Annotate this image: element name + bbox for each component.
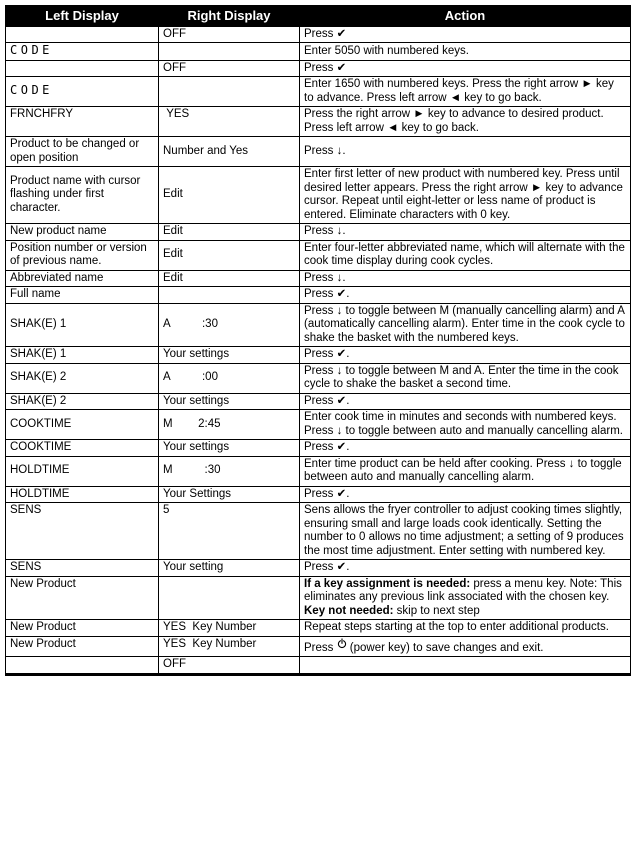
- action-text: Press ✔.: [304, 394, 350, 407]
- table-row: [6, 486, 631, 503]
- action-text: Press ↓.: [304, 225, 346, 237]
- left-display-cell: [6, 410, 159, 440]
- left-display-cell: [6, 657, 159, 675]
- action-text: (power key) to save changes and exit.: [346, 641, 544, 654]
- action-text: Press ↓.: [304, 144, 346, 157]
- header-left-display: Left Display: [6, 6, 159, 27]
- left-display-text: SENS: [10, 504, 42, 516]
- action-text: press a menu key. Note: This eliminates any previous link associated with the chosen key.: [304, 577, 622, 603]
- action-text: Press ↓ to toggle between M and A. Enter the time in the cook cycle to shake the basket a second time.: [304, 364, 619, 390]
- right-display-cell: [159, 43, 300, 61]
- right-display-cell: [159, 107, 300, 137]
- action-cell: [300, 303, 631, 347]
- left-display-cell: [6, 287, 159, 304]
- left-display-text: New Product: [10, 621, 76, 633]
- action-text: Sens allows the fryer controller to adjust cooking times slightly, ensuring small and large loads cook identically. Setting the number to 0 allows no time adjustment; a setting of 9 produces the most time adjustment. Enter setting with numbered key.: [304, 504, 624, 557]
- right-display-cell: [159, 240, 300, 270]
- table-row: [6, 347, 631, 364]
- table-row: [6, 26, 631, 43]
- action-text: Enter cook time in minutes and seconds with numbered keys. Press ↓ to toggle between auto and manually cancelling alarm.: [304, 411, 623, 437]
- action-cell: [300, 620, 631, 637]
- action-cell: [300, 347, 631, 364]
- right-display-text: OFF: [163, 27, 186, 40]
- left-display-cell: [6, 560, 159, 577]
- table-row: [6, 137, 631, 167]
- table-row: [6, 363, 631, 393]
- table-row: [6, 287, 631, 304]
- action-text: Enter four-letter abbreviated name, which will alternate with the cook time display during cook cycles.: [304, 241, 625, 267]
- action-cell: [300, 576, 631, 620]
- left-display-text: SHAK(E) 1: [10, 348, 67, 360]
- action-text: Press ✔.: [304, 561, 350, 573]
- action-text: Press ✔: [304, 61, 347, 74]
- action-cell: [300, 60, 631, 77]
- right-display-cell: [159, 167, 300, 224]
- action-text-bold: If a key assignment is needed:: [304, 577, 471, 590]
- left-display-cell: [6, 486, 159, 503]
- table-row: [6, 620, 631, 637]
- header-action: Action: [300, 6, 631, 27]
- right-display-text: A :30: [163, 318, 218, 330]
- action-cell: [300, 240, 631, 270]
- table-body: [6, 26, 631, 674]
- table-row: [6, 43, 631, 61]
- left-display-cell: [6, 167, 159, 224]
- action-cell: [300, 410, 631, 440]
- action-text: Press ↓.: [304, 271, 346, 284]
- table-row: [6, 503, 631, 560]
- right-display-text: Your settings: [163, 441, 230, 453]
- action-text: Press ✔.: [304, 487, 350, 500]
- action-cell: [300, 167, 631, 224]
- right-display-text: Edit: [163, 188, 183, 201]
- table-row: [6, 240, 631, 270]
- table-row: [6, 167, 631, 224]
- right-display-text: Edit: [163, 225, 183, 237]
- left-display-cell: [6, 43, 159, 61]
- table-row: [6, 410, 631, 440]
- right-display-cell: [159, 303, 300, 347]
- right-display-cell: [159, 620, 300, 637]
- table-row: [6, 107, 631, 137]
- action-text: Enter first letter of new product with numbered key. Press until desired letter appears. Press the right arrow ► key to advance cursor. Repeat until eight-letter or less name of product is entered. Eliminate characters with 0 key.: [304, 168, 623, 221]
- left-display-text: FRNCHFRY: [10, 108, 74, 120]
- action-cell: [300, 456, 631, 486]
- action-cell: [300, 26, 631, 43]
- right-display-text: YES Key Number: [163, 621, 257, 633]
- left-display-cell: [6, 60, 159, 77]
- right-display-text: Your Settings: [163, 487, 231, 500]
- action-text: skip to next step: [393, 604, 480, 617]
- right-display-text: M 2:45: [163, 417, 221, 430]
- left-display-text: SHAK(E) 2: [10, 394, 67, 407]
- right-display-cell: [159, 657, 300, 675]
- action-cell: [300, 560, 631, 577]
- left-display-cell: [6, 347, 159, 364]
- left-display-cell: [6, 393, 159, 410]
- right-display-text: Edit: [163, 248, 183, 261]
- left-display-text: Product name with cursor flashing under first character.: [10, 174, 141, 214]
- action-text: Press ✔.: [304, 441, 350, 453]
- action-text: Press ✔.: [304, 348, 350, 360]
- power-icon: [337, 638, 347, 656]
- action-text: Enter 5050 with numbered keys.: [304, 44, 469, 57]
- action-cell: [300, 440, 631, 457]
- left-display-text: New Product: [10, 577, 76, 590]
- action-cell: [300, 107, 631, 137]
- left-display-cell: [6, 456, 159, 486]
- table-row: [6, 560, 631, 577]
- action-text: Repeat steps starting at the top to enter additional products.: [304, 621, 609, 633]
- left-display-cell: [6, 440, 159, 457]
- action-text: Enter time product can be held after cooking. Press ↓ to toggle between auto and manually cancelling alarm.: [304, 457, 622, 483]
- table-row: [6, 456, 631, 486]
- right-display-cell: [159, 410, 300, 440]
- action-cell: [300, 636, 631, 657]
- programming-table: [5, 5, 631, 676]
- action-text: Press ✔.: [304, 288, 350, 300]
- action-cell: [300, 363, 631, 393]
- table-row: [6, 270, 631, 287]
- left-display-text: SHAK(E) 1: [10, 318, 67, 330]
- left-display-text: Abbreviated name: [10, 271, 104, 284]
- action-cell: [300, 137, 631, 167]
- left-display-cell: [6, 503, 159, 560]
- left-display-cell: [6, 303, 159, 347]
- right-display-cell: [159, 363, 300, 393]
- left-display-cell: [6, 26, 159, 43]
- left-display-text: COOKTIME: [10, 441, 72, 453]
- left-display-cell: [6, 636, 159, 657]
- left-display-cell: [6, 576, 159, 620]
- left-display-cell: [6, 270, 159, 287]
- right-display-cell: [159, 137, 300, 167]
- table-row: [6, 393, 631, 410]
- right-display-cell: [159, 636, 300, 657]
- right-display-cell: [159, 77, 300, 107]
- left-display-text: SHAK(E) 2: [10, 371, 67, 384]
- left-display-cell: [6, 137, 159, 167]
- right-display-cell: [159, 456, 300, 486]
- right-display-cell: [159, 287, 300, 304]
- action-cell: [300, 287, 631, 304]
- left-display-text: New product name: [10, 225, 107, 237]
- table-row: [6, 77, 631, 107]
- left-display-text: Product to be changed or open position: [10, 138, 140, 164]
- action-text: Enter 1650 with numbered keys. Press the right arrow ► key to advance. Press left arrow ◄ key to go back.: [304, 78, 614, 104]
- action-cell: [300, 657, 631, 675]
- table-row: [6, 303, 631, 347]
- right-display-cell: [159, 576, 300, 620]
- right-display-cell: [159, 60, 300, 77]
- table-row: [6, 60, 631, 77]
- action-cell: [300, 393, 631, 410]
- table-row: [6, 224, 631, 241]
- right-display-text: 5: [163, 504, 170, 516]
- action-cell: [300, 77, 631, 107]
- left-display-text: Full name: [10, 288, 61, 300]
- action-text: Press: [304, 641, 337, 654]
- left-display-cell: [6, 240, 159, 270]
- right-display-text: OFF: [163, 658, 186, 670]
- right-display-text: Your setting: [163, 561, 224, 573]
- left-display-text: Position number or version of previous name.: [10, 241, 147, 267]
- header-right-display: Right Display: [159, 6, 300, 27]
- action-text-bold: Key not needed:: [304, 604, 394, 617]
- right-display-cell: [159, 560, 300, 577]
- action-cell: [300, 224, 631, 241]
- action-cell: [300, 486, 631, 503]
- right-display-cell: [159, 503, 300, 560]
- left-display-cell: [6, 363, 159, 393]
- right-display-cell: [159, 224, 300, 241]
- right-display-text: Edit: [163, 271, 183, 284]
- left-display-text: HOLDTIME: [10, 487, 70, 500]
- table-row: [6, 576, 631, 620]
- right-display-text: A :00: [163, 371, 218, 384]
- right-display-cell: [159, 440, 300, 457]
- table-row: [6, 636, 631, 657]
- left-display-text: HOLDTIME: [10, 464, 70, 477]
- table-row: [6, 440, 631, 457]
- action-text: Press ✔: [304, 27, 347, 40]
- header-row: [6, 6, 631, 27]
- lcd-display-text: CODE: [10, 83, 53, 98]
- left-display-cell: [6, 620, 159, 637]
- lcd-display-text: CODE: [10, 43, 53, 57]
- right-display-text: YES: [163, 108, 190, 120]
- action-text: Press ↓ to toggle between M (manually cancelling alarm) and A (automatically cancelling alarm). Enter time in the cook cycle to shake the basket with the numbered keys.: [304, 304, 625, 344]
- right-display-text: Your settings: [163, 394, 230, 407]
- action-cell: [300, 43, 631, 61]
- action-cell: [300, 270, 631, 287]
- action-text: Press the right arrow ► key to advance to desired product. Press left arrow ◄ key to go back.: [304, 108, 604, 134]
- left-display-cell: [6, 77, 159, 107]
- left-display-cell: [6, 107, 159, 137]
- right-display-cell: [159, 347, 300, 364]
- right-display-cell: [159, 486, 300, 503]
- right-display-cell: [159, 270, 300, 287]
- right-display-text: Number and Yes: [163, 144, 249, 157]
- left-display-text: SENS: [10, 561, 42, 573]
- right-display-text: YES Key Number: [163, 637, 257, 650]
- left-display-text: New Product: [10, 637, 76, 650]
- right-display-text: Your settings: [163, 348, 230, 360]
- right-display-cell: [159, 26, 300, 43]
- right-display-cell: [159, 393, 300, 410]
- right-display-text: OFF: [163, 61, 186, 74]
- right-display-text: M :30: [163, 464, 221, 477]
- action-cell: [300, 503, 631, 560]
- table-row: [6, 657, 631, 675]
- left-display-cell: [6, 224, 159, 241]
- left-display-text: COOKTIME: [10, 417, 72, 430]
